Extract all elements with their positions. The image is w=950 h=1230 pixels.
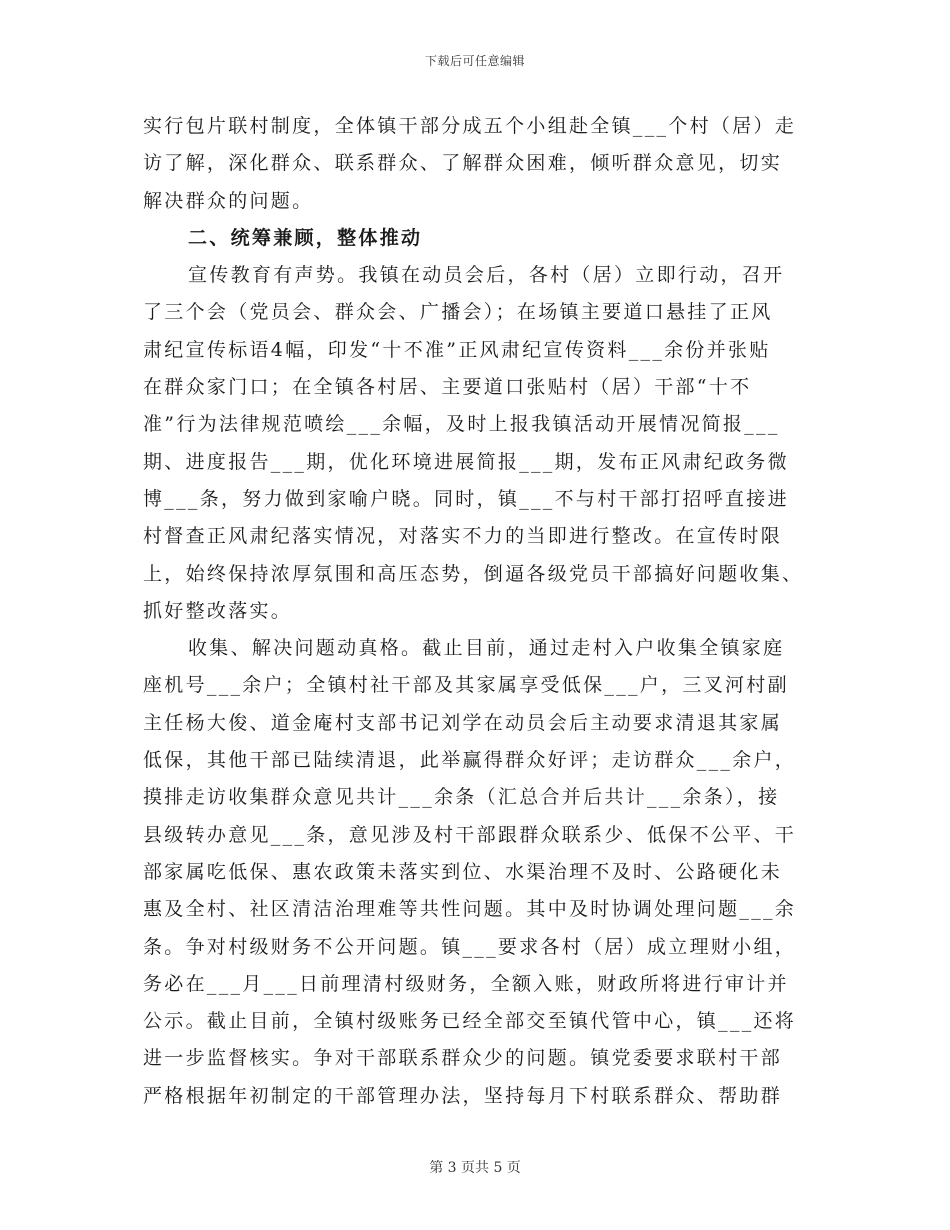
paragraph-line: 解决群众的问题。	[143, 189, 314, 212]
paragraph-line: 期、进度报告___期，优化环境进展简报___期，发布正风肃纪政务微	[143, 450, 789, 473]
paragraph-line: 条。争对村级财务不公开问题。镇___要求各村（居）成立理财小组，	[143, 935, 797, 958]
paragraph-line: 惠及全村、社区清洁治理难等共性问题。其中及时协调处理问题___余	[143, 898, 797, 921]
page-footer: 第 3 页共 5 页	[429, 1160, 521, 1176]
paragraph-line: 座机号___余户；全镇村社干部及其家属享受低保___户，三叉河村副	[143, 674, 789, 697]
paragraph-line: 村督查正风肃纪落实情况，对落实不力的当即进行整改。在宣传时限	[143, 525, 783, 548]
paragraph-line: 宣传教育有声势。我镇在动员会后，各村（居）立即行动，召开	[188, 264, 785, 287]
document-body	[143, 108, 808, 1115]
paragraph-line: 严格根据年初制定的干部管理办法，坚持每月下村联系群众、帮助群	[143, 1084, 783, 1107]
paragraph-line: 实行包片联村制度，全体镇干部分成五个小组赴全镇___个村（居）走	[143, 115, 797, 137]
paragraph-line: 务必在___月___日前理清村级财务，全额入账，财政所将进行审计并	[143, 972, 789, 995]
paragraph-line: 肃纪宣传标语4幅，印发“十不准”正风肃纪宣传资料___余份并张贴	[143, 338, 771, 361]
paragraph-line: 摸排走访收集群众意见共计___余条（汇总合并后共计___余条），接	[143, 786, 780, 809]
paragraph-line: 低保，其他干部已陆续清退，此举赢得群众好评；走访群众___余户，	[143, 749, 797, 772]
paragraph-line: 在群众家门口；在全镇各村居、主要道口张贴村（居）干部“十不	[143, 376, 752, 399]
page-header: 下载后可任意编辑	[424, 54, 525, 68]
paragraph-line: 进一步监督核实。争对干部联系群众少的问题。镇党委要求联村干部	[143, 1047, 783, 1070]
paragraph-line: 县级转办意见___条，意见涉及村干部跟群众联系少、低保不公平、干	[143, 823, 797, 846]
paragraph-line: 了三个会（党员会、群众会、广播会）；在场镇主要道口悬挂了正风	[143, 301, 773, 324]
section-heading: 二、统筹兼顾，整体推动	[188, 226, 423, 249]
paragraph-line: 主任杨大俊、道金庵村支部书记刘学在动员会后主动要求清退其家属	[143, 711, 783, 734]
paragraph-line: 上，始终保持浓厚氛围和高压态势，倒逼各级党员干部搞好问题收集、	[143, 562, 804, 585]
paragraph-line: 博___条，努力做到家喻户晓。同时，镇___不与村干部打招呼直接进	[143, 487, 789, 510]
paragraph-line: 收集、解决问题动真格。截止目前，通过走村入户收集全镇家庭	[188, 637, 785, 660]
paragraph-line: 访了解，深化群众、联系群众、了解群众困难，倾听群众意见，切实	[143, 152, 783, 175]
paragraph-line: 准”行为法律规范喷绘___余幅，及时上报我镇活动开展情况简报___	[143, 413, 780, 436]
paragraph-line: 部家属吃低保、惠农政策未落实到位、水渠治理不及时、公路硬化未	[143, 860, 783, 883]
paragraph-line: 抓好整改落实。	[143, 599, 293, 622]
paragraph-line: 公示。截止目前，全镇村级账务已经全部交至镇代管中心，镇___还将	[143, 1010, 797, 1033]
